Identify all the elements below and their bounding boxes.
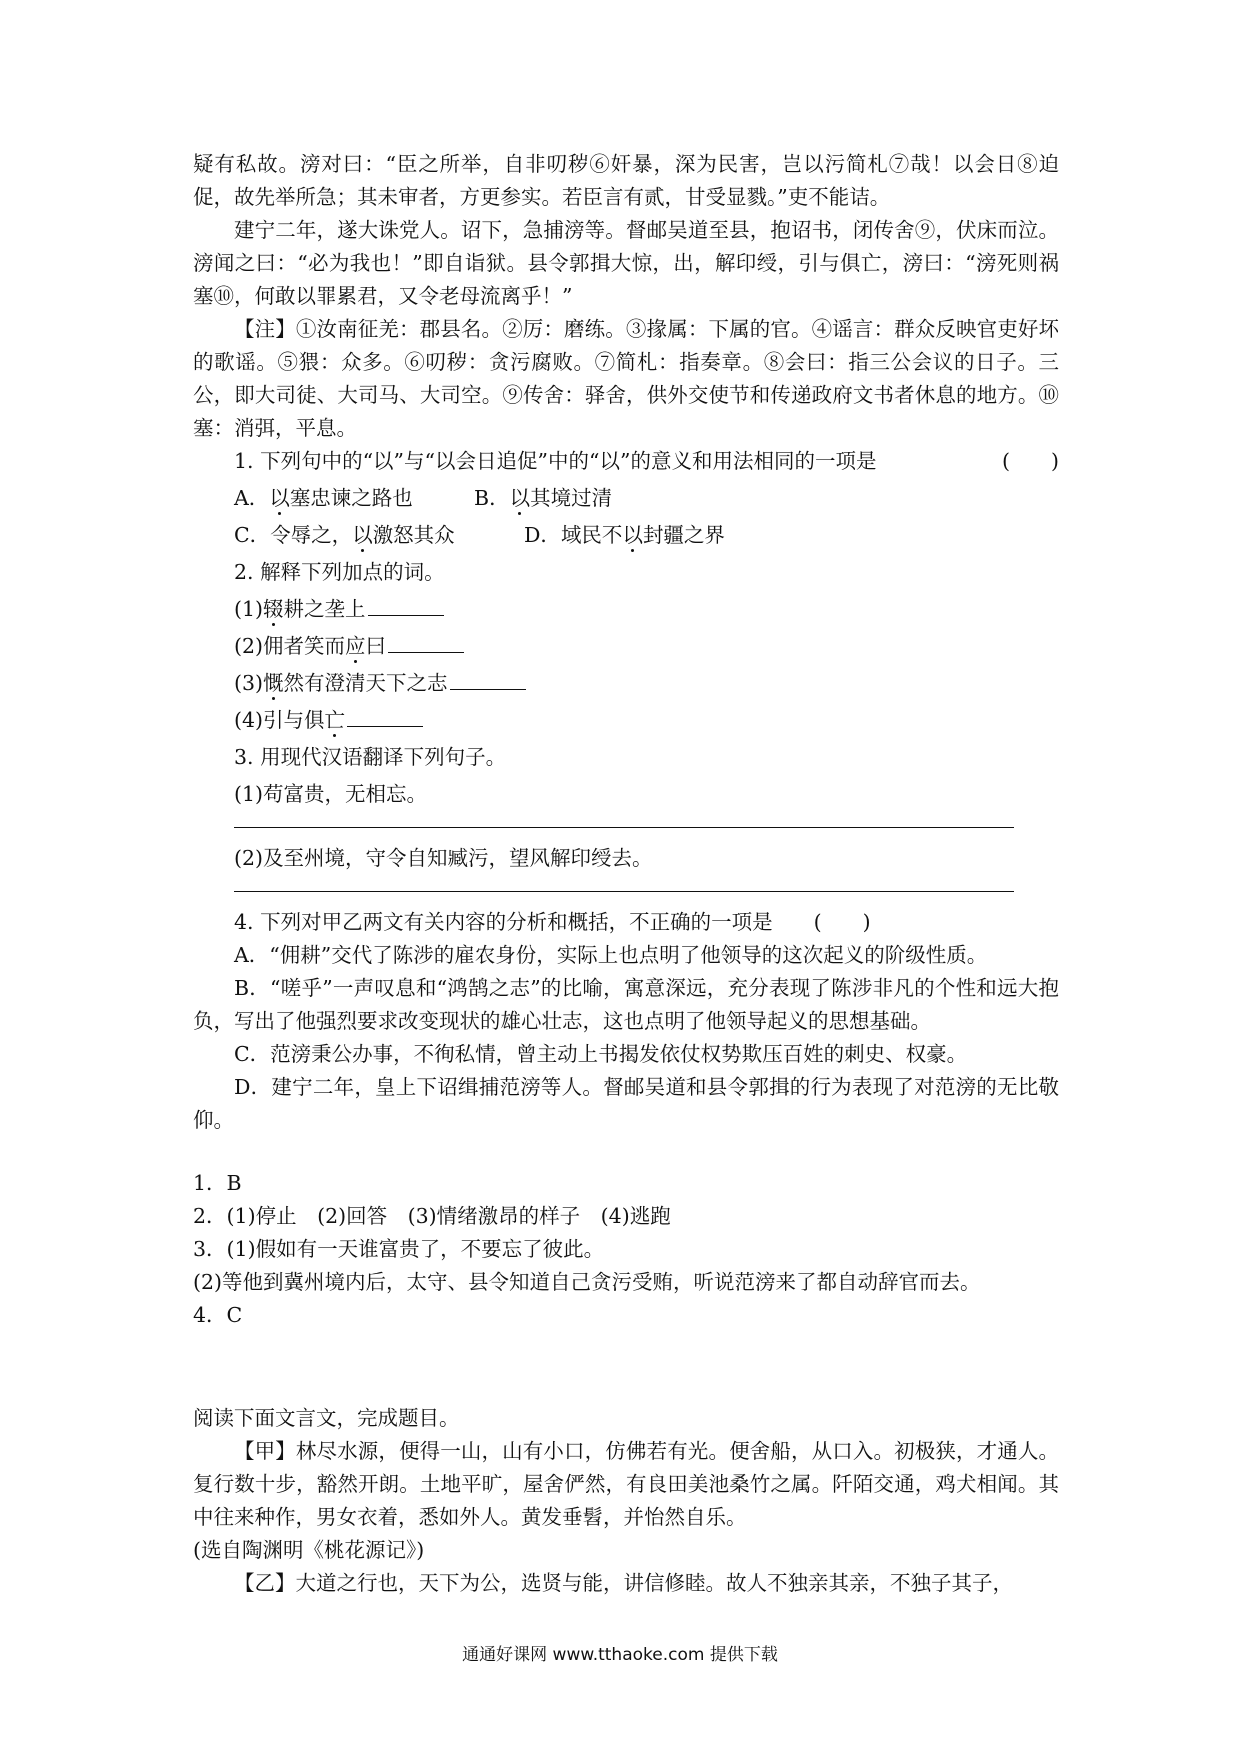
question-1-paren: ( ) [1002,449,1059,473]
answer-line-text: 4．C [193,1303,243,1327]
question-2-stem: 2. 解释下列加点的词。 [234,560,445,584]
answer-line-text: 2．(1)停止 (2)回答 (3)情绪激昂的样子 (4)逃跑 [193,1204,671,1228]
question-2-item: (4)引与俱亡 [193,704,1059,737]
next-passage-intro: 阅读下面文言文，完成题目。 [193,1406,460,1430]
answer-blank[interactable] [450,671,526,690]
question-4-stem: 4. 下列对甲乙两文有关内容的分析和概括，不正确的一项是 ( ) [234,910,871,934]
question-2-item: (2)佣者笑而应曰 [193,630,1059,663]
answer-line[interactable] [234,875,1014,892]
answer-blank[interactable] [388,634,464,653]
answer-line[interactable] [234,811,1014,828]
next-passage-yi: 【乙】大道之行也，天下为公，选贤与能，讲信修睦。故人不独亲其亲，不独子其子， [234,1571,1013,1595]
answer-blank[interactable] [368,597,444,616]
passage-paragraph: 疑有私故。滂对曰：“臣之所举，自非叨秽⑥奸暴，深为民害，岂以污简札⑦哉！以会日⑧迫促，故先举所急；其未审者，方更参实。若臣言有贰，甘受显戮。”吏不能诘。 [193,152,1059,209]
answer-line-text: 3．(1)假如有一天谁富贵了，不要忘了彼此。 [193,1237,605,1261]
question-3-item: (1)苟富贵，无相忘。 [234,782,428,806]
question-1-options-row [193,519,1059,552]
answer-line-text: 1．B [193,1171,242,1195]
question-1-option-b: B．以其境过清 [474,486,613,510]
question-1-option-a: A．以塞忠谏之路也 [234,486,413,510]
question-3-stem: 3. 用现代汉语翻译下列句子。 [234,745,507,769]
page-footer: 通通好课网 www.tthaoke.com 提供下载 [462,1645,778,1665]
question-4-option-c: C．范滂秉公办事，不徇私情，曾主动上书揭发依仗权势欺压百姓的刺史、权豪。 [234,1042,968,1066]
question-4-option-b: B．“嗟乎”一声叹息和“鸿鹄之志”的比喻，寓意深远，充分表现了陈涉非凡的个性和远大抱负，写出了他强烈要求改变现状的雄心壮志，这也点明了他领导起义的思想基础。 [193,976,1059,1033]
next-passage-source: (选自陶渊明《桃花源记》) [193,1538,425,1562]
question-1-option-c: C．令辱之，以激怒其众 [234,523,455,547]
question-3-item: (2)及至州境，守令自知臧污，望风解印绶去。 [234,846,653,870]
next-passage-jia: 【甲】林尽水源，便得一山，山有小口，仿佛若有光。便舍船，从口入。初极狭，才通人。复行数十步，豁然开朗。土地平旷，屋舍俨然，有良田美池桑竹之属。阡陌交通，鸡犬相闻。其中往来种作，男女衣着，悉如外人。黄发垂髫，并怡然自乐。 [193,1439,1059,1529]
answer-key [193,1167,1059,1332]
answer-blank[interactable] [347,708,423,727]
question-1-options-row [193,482,1059,515]
question-4-option-d: D．建宁二年，皇上下诏缉捕范滂等人。督邮吴道和县令郭揖的行为表现了对范滂的无比敬仰。 [193,1075,1059,1132]
passage-paragraph: 建宁二年，遂大诛党人。诏下，急捕滂等。督邮吴道至县，抱诏书，闭传舍⑨，伏床而泣。滂闻之曰：“必为我也！”即自诣狱。县令郭揖大惊，出，解印绶，引与俱亡，滂曰：“滂死则祸塞⑩，何敢以罪累君，又令老母流离乎！” [193,218,1059,308]
question-4-option-a: A．“佣耕”交代了陈涉的雇农身份，实际上也点明了他领导的这次起义的阶级性质。 [234,943,988,967]
answer-line-text: (2)等他到冀州境内后，太守、县令知道自己贪污受贿，听说范滂来了都自动辞官而去。 [193,1270,981,1294]
question-2-item: (1)辍耕之垄上 [193,593,1059,626]
question-4-paren: ( ) [813,910,871,934]
question-1-stem: ( ) 1. 下列句中的“以”与“以会日追促”中的“以”的意义和用法相同的一项是 [193,445,1059,478]
passage-notes: 【注】①汝南征羌：郡县名。②厉：磨练。③掾属：下属的官。④谣言：群众反映官吏好坏的歌谣。⑤猥：众多。⑥叨秽：贪污腐败。⑦简札：指奏章。⑧会曰：指三公会议的日子。三公，即大司徒、大司马、大司空。⑨传舍：驿舍，供外交使节和传递政府文书者休息的地方。⑩塞：消弭，平息。 [193,317,1059,440]
question-1-option-d: D．域民不以封疆之界 [524,523,725,547]
document-content [193,148,1059,1600]
question-2-item: (3)慨然有澄清天下之志 [193,667,1059,700]
